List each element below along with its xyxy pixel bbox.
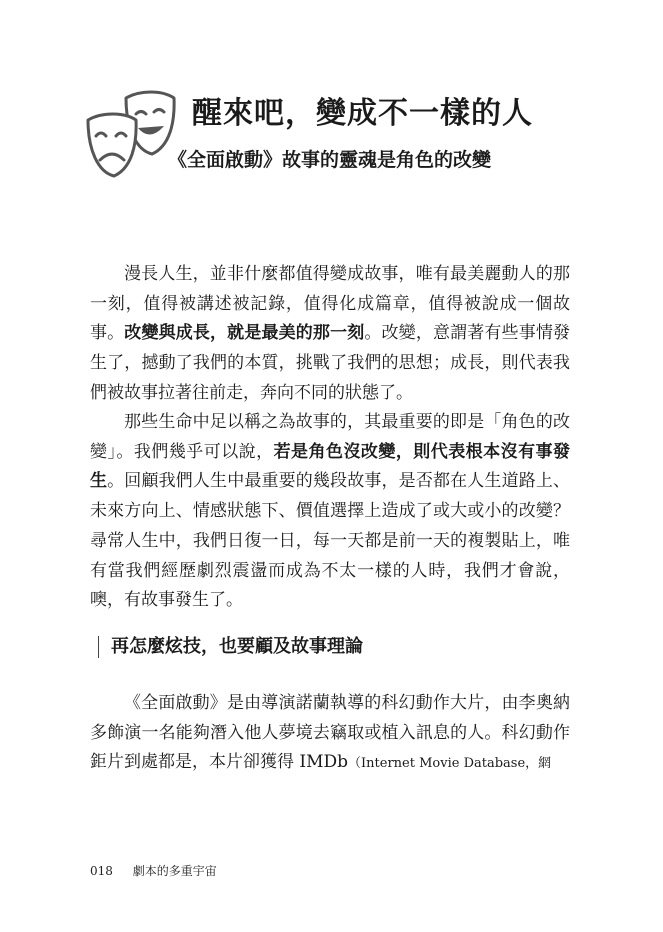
paragraph-2-emphasis: 若是角色沒改變，則代表根本沒有事發生 (90, 441, 571, 492)
chapter-title: 醒來吧，變成不一樣的人 (192, 96, 533, 131)
paragraph-1 (90, 260, 570, 409)
paragraph-2 (90, 408, 570, 616)
paragraph-1-text-b: 。改變，意謂著有些事情發生了，撼動了我們的本質，挑戰了我們的思想；成長，則代表我們被故事拉著往前走，奔向不同的狀態了。 (90, 323, 571, 403)
paragraph-3-text-b: （Internet Movie Database，網 (348, 756, 552, 772)
page-footer (90, 862, 217, 879)
page-number: 018 (90, 864, 113, 878)
theater-masks-icon (82, 88, 178, 180)
paragraph-3-text-a: 《全面啟動》是由導演諾蘭執導的科幻動作大片，由李奧納多飾演一名能夠潛入他人夢境去竊取或植入訊息的人。科幻動作鉅片到處都是，本片卻獲得 IMDb (90, 693, 570, 773)
paragraph-2-text-a: 那些生命中足以稱之為故事的，其最重要的即是「角色的改變」。我們幾乎可以說， (90, 412, 570, 462)
chapter-subtitle: 《全面啟動》故事的靈魂是角色的改變 (168, 149, 492, 171)
paragraph-1-text-a: 漫長人生，並非什麼都值得變成故事，唯有最美麗動人的那一刻，值得被講述被記錄，值得化成篇章，值得被說成一個故事。 (90, 264, 570, 344)
paragraph-1-emphasis: 改變與成長，就是最美的那一刻 (124, 323, 365, 344)
book-title: 劇本的多重宇宙 (132, 864, 217, 878)
section-heading: 再怎麼炫技，也要顧及故事理論 (98, 636, 363, 658)
paragraph-3 (90, 689, 570, 779)
paragraph-2-text-b: 。回顧我們人生中最重要的幾段故事，是否都在人生道路上、未來方向上、情感狀態下、價值選擇上造成了或大或小的改變？尋常人生中，我們日復一日，每一天都是前一天的複製貼上，唯有當我們經歷劇烈震盪而成為不太一樣的人時，我們才會說，噢，有故事發生了。 (90, 471, 571, 611)
